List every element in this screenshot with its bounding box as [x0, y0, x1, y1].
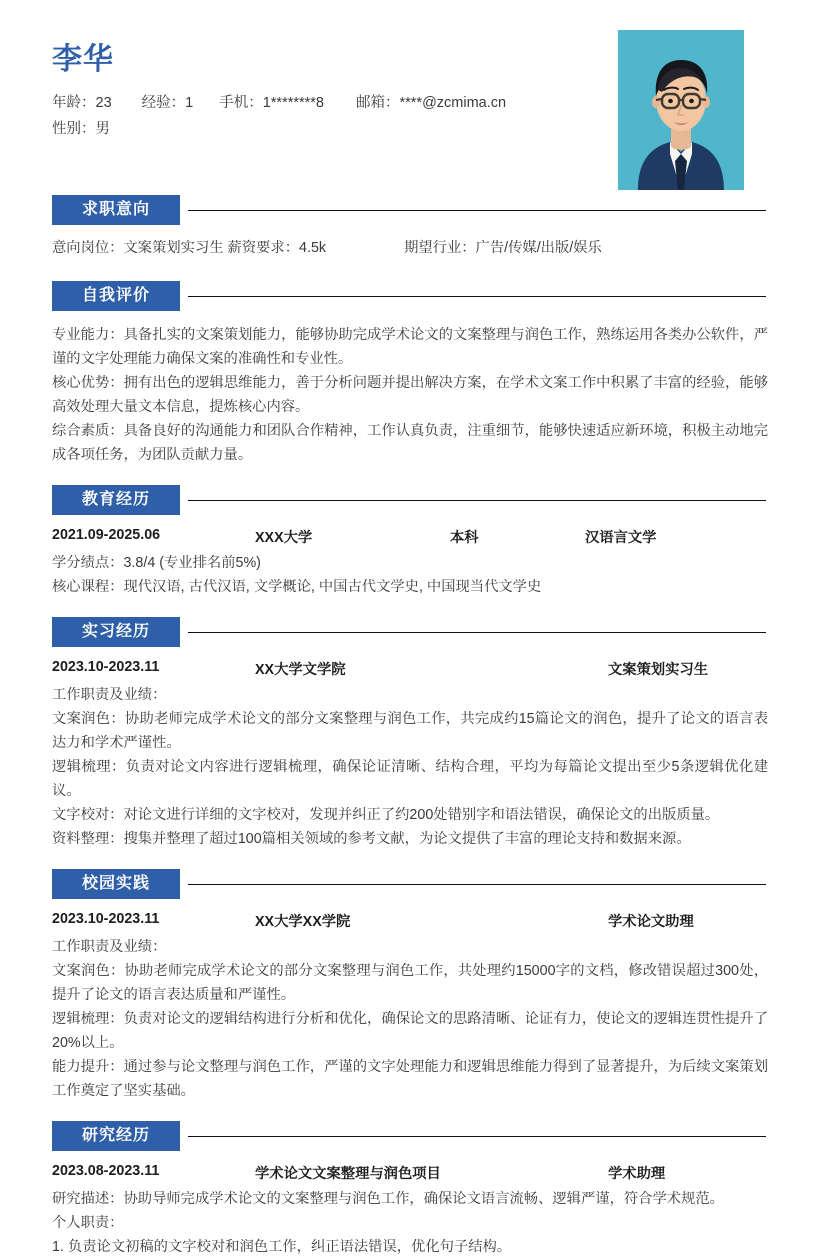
age-label: 年龄：	[52, 95, 96, 111]
section-research	[0, 1121, 820, 1259]
campus-practice-entry-row	[52, 911, 768, 933]
section-objective	[0, 195, 820, 259]
paragraph: 核心优势：拥有出色的逻辑思维能力，善于分析问题并提出解决方案，在学术文案工作中积累了丰富的经验，能够高效处理大量文本信息，提炼核心内容。	[52, 375, 768, 415]
research-project: 学术论文文案整理与润色项目	[255, 1166, 441, 1182]
section-header-research	[52, 1121, 768, 1151]
experience-label: 经验：	[141, 95, 186, 111]
gender-value: 男	[95, 121, 110, 138]
section-divider	[188, 1136, 766, 1137]
section-divider	[188, 884, 766, 885]
detail-line: 文案润色：协助老师完成学术论文的部分文案整理与润色工作，共处理约15000字的文档，修改错误超过300处，提升了论文的语言表达质量和严谨性。	[52, 963, 768, 1003]
education-entry-row	[52, 527, 768, 549]
section-self-evaluation	[0, 281, 820, 467]
campus-practice-role: 学术论文助理	[608, 914, 694, 930]
section-header-campus-practice	[52, 869, 768, 899]
avatar	[618, 30, 744, 190]
email-value: ****@zcmima.cn	[399, 95, 507, 111]
objective-industry-value: 广告/传媒/出版/娱乐	[475, 240, 602, 256]
research-date: 2023.08-2023.11	[52, 1163, 160, 1179]
objective-salary-label: 薪资要求：	[227, 240, 300, 256]
objective-details	[52, 237, 768, 259]
profile-photo-illustration	[618, 30, 744, 190]
section-title-objective: 求职意向	[52, 195, 180, 225]
detail-line: 资料整理：搜集并整理了超过100篇相关领域的参考文献，为论文提供了丰富的理论支持和数据来源。	[52, 831, 691, 847]
internship-details	[52, 683, 768, 851]
section-divider	[188, 210, 766, 211]
detail-line: 研究描述：协助导师完成学术论文的文案整理与润色工作，确保论文语言流畅、逻辑严谨，符合学术规范。	[52, 1191, 724, 1207]
section-campus-practice	[0, 869, 820, 1103]
paragraph: 综合素质：具备良好的沟通能力和团队合作精神，工作认真负责，注重细节，能够快速适应新环境，积极主动地完成各项任务，为团队贡献力量。	[52, 423, 768, 463]
detail-line: 文字校对：对论文进行详细的文字校对，发现并纠正了约200处错别字和语法错误，确保论文的出版质量。	[52, 807, 720, 823]
section-divider	[188, 296, 766, 297]
research-details	[52, 1187, 768, 1259]
age-value: 23	[95, 95, 112, 111]
paragraph: 专业能力：具备扎实的文案策划能力，能够协助完成学术论文的文案整理与润色工作，熟练运用各类办公软件，严谨的文字处理能力确保文案的准确性和专业性。	[52, 327, 768, 367]
education-date: 2021.09-2025.06	[52, 527, 161, 543]
detail-line: 个人职责：	[52, 1215, 124, 1231]
research-role: 学术助理	[608, 1166, 666, 1182]
detail-line: 能力提升：通过参与论文整理与润色工作，严谨的文字处理能力和逻辑思维能力得到了显著提升，为后续文案策划工作奠定了坚实基础。	[52, 1059, 768, 1099]
internship-organization: XX大学文学院	[255, 662, 346, 678]
section-title-campus-practice: 校园实践	[52, 869, 180, 899]
section-internship	[0, 617, 820, 851]
campus-practice-details	[52, 935, 768, 1103]
gender-label: 性别：	[52, 121, 96, 138]
detail-line: 1. 负责论文初稿的文字校对和润色工作，纠正语法错误，优化句子结构。	[52, 1239, 512, 1255]
section-title-research: 研究经历	[52, 1121, 180, 1151]
section-divider	[188, 632, 766, 633]
section-divider	[188, 500, 766, 501]
education-degree: 本科	[450, 530, 479, 546]
section-header-internship	[52, 617, 768, 647]
email-label: 邮箱：	[356, 95, 400, 111]
objective-position-value: 文案策划实习生	[123, 240, 224, 256]
page-title: 李华	[52, 43, 114, 76]
objective-industry-label: 期望行业：	[404, 240, 476, 256]
detail-line: 工作职责及业绩：	[52, 687, 167, 703]
education-details	[52, 551, 768, 599]
section-header-objective	[52, 195, 768, 225]
internship-date: 2023.10-2023.11	[52, 659, 160, 675]
section-header-education	[52, 485, 768, 515]
detail-line: 逻辑梳理：负责对论文的逻辑结构进行分析和优化，确保论文的思路清晰、论证有力，使论文的逻辑连贯性提升了20%以上。	[52, 1011, 768, 1051]
campus-practice-organization: XX大学XX学院	[255, 914, 351, 930]
detail-line: 学分绩点：3.8/4 (专业排名前5%)	[52, 555, 261, 571]
section-title-self-evaluation: 自我评价	[52, 281, 180, 311]
section-title-internship: 实习经历	[52, 617, 180, 647]
internship-entry-row	[52, 659, 768, 681]
objective-salary-value: 4.5k	[299, 240, 327, 256]
self-evaluation-body	[52, 323, 768, 467]
phone-label: 手机：	[219, 95, 263, 111]
objective-position-label: 意向岗位：	[52, 240, 124, 256]
detail-line: 核心课程：现代汉语, 古代汉语, 文学概论, 中国古代文学史, 中国现当代文学史	[52, 579, 542, 595]
section-header-self-evaluation	[52, 281, 768, 311]
phone-value: 1********8	[262, 95, 324, 111]
section-title-education: 教育经历	[52, 485, 180, 515]
section-education	[0, 485, 820, 599]
detail-line: 逻辑梳理：负责对论文内容进行逻辑梳理，确保论证清晰、结构合理，平均为每篇论文提出至少5条逻辑优化建议。	[52, 759, 768, 799]
detail-line: 工作职责及业绩：	[52, 939, 167, 955]
research-entry-row	[52, 1163, 768, 1185]
experience-value: 1	[185, 95, 194, 111]
campus-practice-date: 2023.10-2023.11	[52, 911, 160, 927]
detail-line: 文案润色：协助老师完成学术论文的部分文案整理与润色工作，共完成约15篇论文的润色，提升了论文的语言表达力和学术严谨性。	[52, 711, 768, 751]
internship-role: 文案策划实习生	[608, 662, 709, 678]
resume-header	[0, 0, 820, 195]
education-school: XXX大学	[255, 530, 313, 546]
education-major: 汉语言文学	[585, 530, 657, 546]
